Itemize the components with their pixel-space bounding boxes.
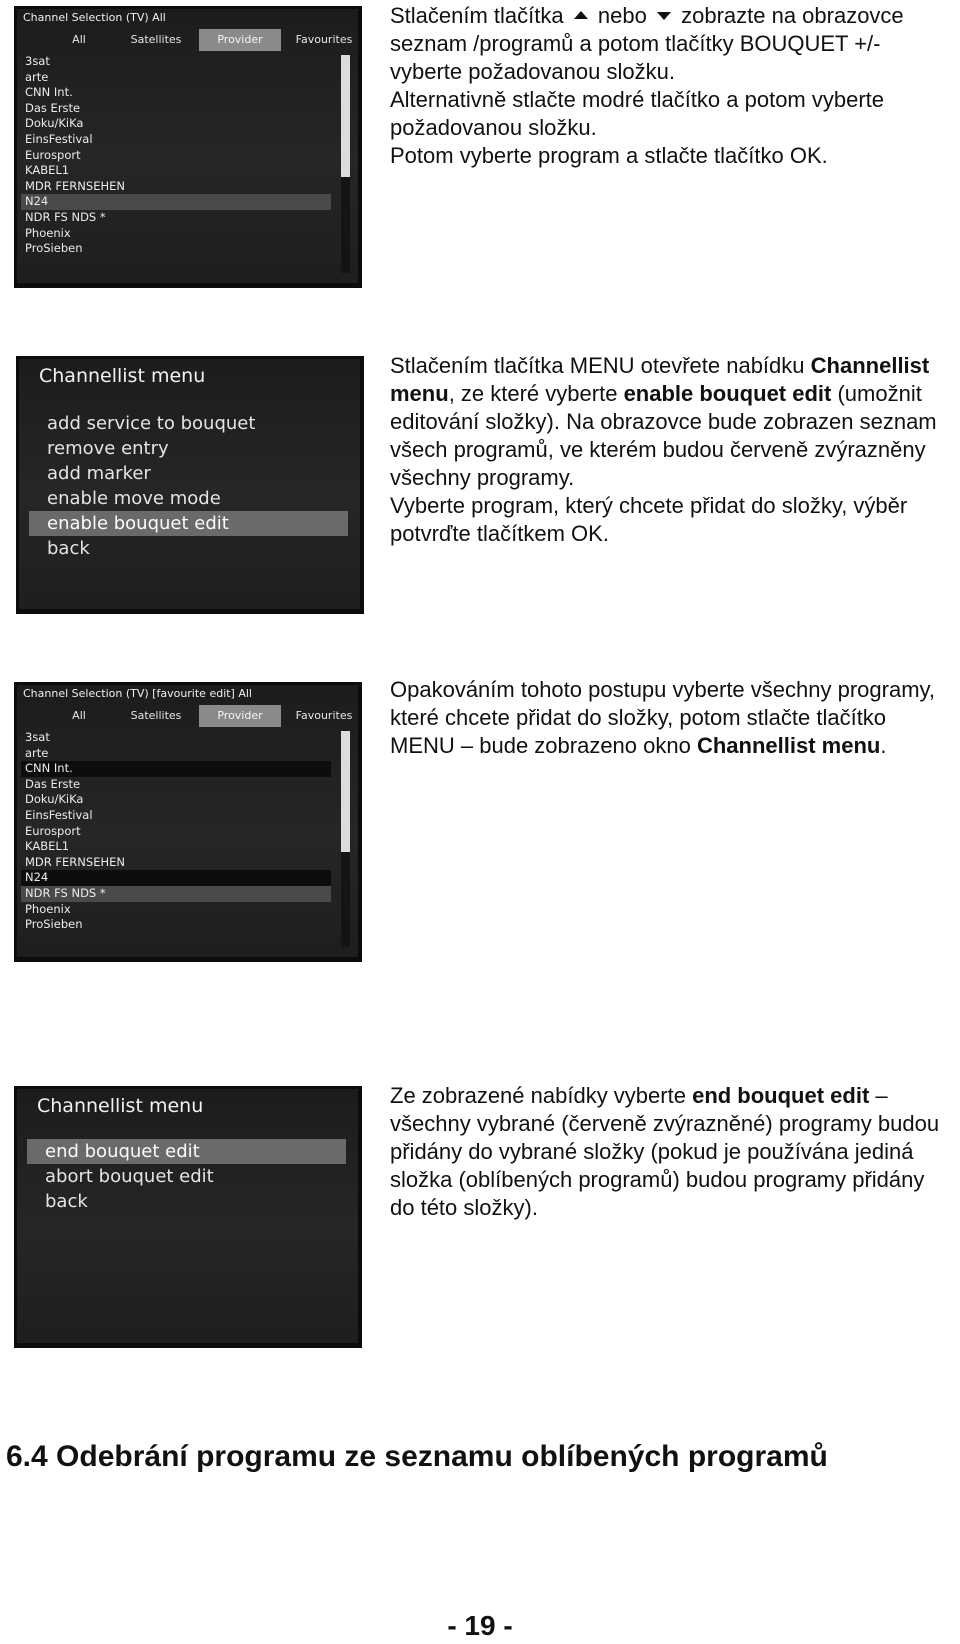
tab-bar	[19, 705, 356, 727]
channellist-menu-screen-2	[14, 1086, 362, 1348]
channel-item-selected[interactable]: NDR FS NDS *	[21, 886, 331, 902]
channel-item[interactable]: MDR FERNSEHEN	[25, 854, 125, 869]
menu-item-end-bouquet-edit[interactable]: end bouquet edit	[27, 1139, 346, 1164]
menu-list	[29, 411, 348, 561]
text-bold: Channellist menu	[696, 733, 881, 758]
channel-item[interactable]: EinsFestival	[25, 807, 93, 822]
arrow-down-icon	[657, 12, 671, 20]
text-bold: enable bouquet edit	[623, 381, 832, 406]
scrollbar[interactable]	[341, 55, 350, 273]
text-fragment: , ze které vyberte	[448, 381, 618, 406]
channel-item[interactable]: ProSieben	[25, 917, 83, 932]
text-fragment: (umožnit editování složky). Na obrazovce bude zobrazen seznam všech programů, ve kterém budou červeně zvýrazněny všechny programy.	[390, 381, 937, 490]
tab-favourites[interactable]: Favourites	[295, 33, 353, 46]
instruction-text-3	[390, 676, 950, 760]
channel-item[interactable]: NDR FS NDS *	[25, 209, 106, 224]
text-fragment: Opakováním tohoto postupu vyberte všechny programy, které chcete přidat do složky, potom stlačte tlačítko MENU – bude zobrazeno okno	[390, 677, 935, 758]
instruction-text-4	[390, 1082, 950, 1222]
channel-item-selected[interactable]: N24	[21, 194, 331, 210]
menu-item-add-service[interactable]: add service to bouquet	[47, 413, 256, 434]
scrollbar-thumb[interactable]	[341, 731, 350, 852]
tab-provider[interactable]: Provider	[199, 29, 281, 51]
tab-bar	[19, 29, 356, 51]
text-fragment: nebo	[597, 3, 647, 28]
scrollbar-thumb[interactable]	[341, 55, 350, 177]
tab-provider[interactable]: Provider	[199, 705, 281, 727]
text-bold: Channellist menu	[390, 353, 930, 406]
menu-title: Channellist menu	[37, 1095, 204, 1117]
channel-item[interactable]: 3sat	[25, 54, 50, 68]
instruction-text-2	[390, 352, 950, 548]
menu-item-remove-entry[interactable]: remove entry	[47, 438, 169, 459]
text-line: Alternativně stlačte modré tlačítko a potom vyberte požadovanou složku.	[390, 87, 885, 140]
tab-favourites[interactable]: Favourites	[295, 709, 353, 722]
channel-item[interactable]: MDR FERNSEHEN	[25, 178, 125, 193]
menu-list	[27, 1139, 346, 1214]
channel-selection-screen-1	[14, 6, 362, 288]
channel-item[interactable]: Das Erste	[25, 776, 81, 791]
channel-item[interactable]: Eurosport	[25, 823, 81, 838]
menu-item-enable-move-mode[interactable]: enable move mode	[47, 488, 221, 509]
channel-item[interactable]: arte	[25, 745, 49, 760]
text-fragment: Stlačením tlačítka MENU otevřete nabídku	[390, 353, 805, 378]
menu-title: Channellist menu	[39, 365, 206, 387]
screen-title: Channel Selection (TV) All	[23, 11, 166, 24]
screen-title: Channel Selection (TV) [favourite edit] All	[23, 687, 252, 700]
channel-item[interactable]: Eurosport	[25, 147, 81, 162]
menu-item-back[interactable]: back	[47, 538, 90, 559]
tab-satellites[interactable]: Satellites	[130, 33, 182, 46]
text-fragment: Stlačením tlačítka	[390, 3, 564, 28]
menu-item-abort-bouquet-edit[interactable]: abort bouquet edit	[45, 1166, 214, 1187]
channel-item[interactable]: 3sat	[25, 730, 50, 744]
text-fragment: .	[880, 733, 887, 758]
menu-item-enable-bouquet-edit[interactable]: enable bouquet edit	[29, 511, 348, 536]
page-number: - 19 -	[447, 1610, 513, 1641]
menu-item-add-marker[interactable]: add marker	[47, 463, 151, 484]
text-line: Vyberte program, který chcete přidat do složky, výběr potvrďte tlačítkem OK.	[390, 493, 908, 546]
section-heading: 6.4 Odebrání programu ze seznamu oblíbených programů	[6, 1440, 828, 1473]
instruction-text-1	[390, 2, 950, 170]
text-bold: end bouquet edit	[692, 1083, 870, 1108]
menu-item-back[interactable]: back	[45, 1191, 88, 1212]
tab-all[interactable]: All	[72, 33, 86, 46]
channel-item[interactable]: CNN Int.	[25, 85, 73, 100]
arrow-up-icon	[574, 11, 588, 19]
channel-item-marked[interactable]: CNN Int.	[21, 761, 331, 777]
channel-item[interactable]: ProSieben	[25, 241, 83, 256]
tab-satellites[interactable]: Satellites	[130, 709, 182, 722]
channel-item[interactable]: Doku/KiKa	[25, 116, 84, 131]
scrollbar[interactable]	[341, 731, 350, 947]
channel-item[interactable]: EinsFestival	[25, 131, 93, 146]
channel-item-marked[interactable]: N24	[21, 870, 331, 886]
text-fragment: Ze zobrazené nabídky vyberte	[390, 1083, 686, 1108]
channellist-menu-screen-1	[16, 356, 364, 614]
channel-item[interactable]: KABEL1	[25, 839, 70, 854]
text-line: Potom vyberte program a stlačte tlačítko OK.	[390, 143, 828, 168]
channel-item[interactable]: arte	[25, 69, 49, 84]
channel-item[interactable]: Phoenix	[25, 901, 71, 916]
text-fragment: – všechny vybrané (červeně zvýrazněné) programy budou přidány do vybrané složky (pokud je používána jediná složka (oblíbených programů) budou programy přidány do této složky).	[390, 1083, 940, 1220]
channel-item[interactable]: Das Erste	[25, 100, 81, 115]
channel-selection-screen-2	[14, 682, 362, 962]
channel-list	[21, 54, 331, 257]
channel-item[interactable]: Doku/KiKa	[25, 792, 84, 807]
channel-item[interactable]: KABEL1	[25, 163, 70, 178]
tab-all[interactable]: All	[72, 709, 86, 722]
channel-list	[21, 730, 331, 933]
text-fragment: zobrazte na obrazovce seznam /programů a potom tlačítky BOUQUET +/- vyberte požadovanou složku.	[390, 3, 904, 84]
channel-item[interactable]: Phoenix	[25, 225, 71, 240]
